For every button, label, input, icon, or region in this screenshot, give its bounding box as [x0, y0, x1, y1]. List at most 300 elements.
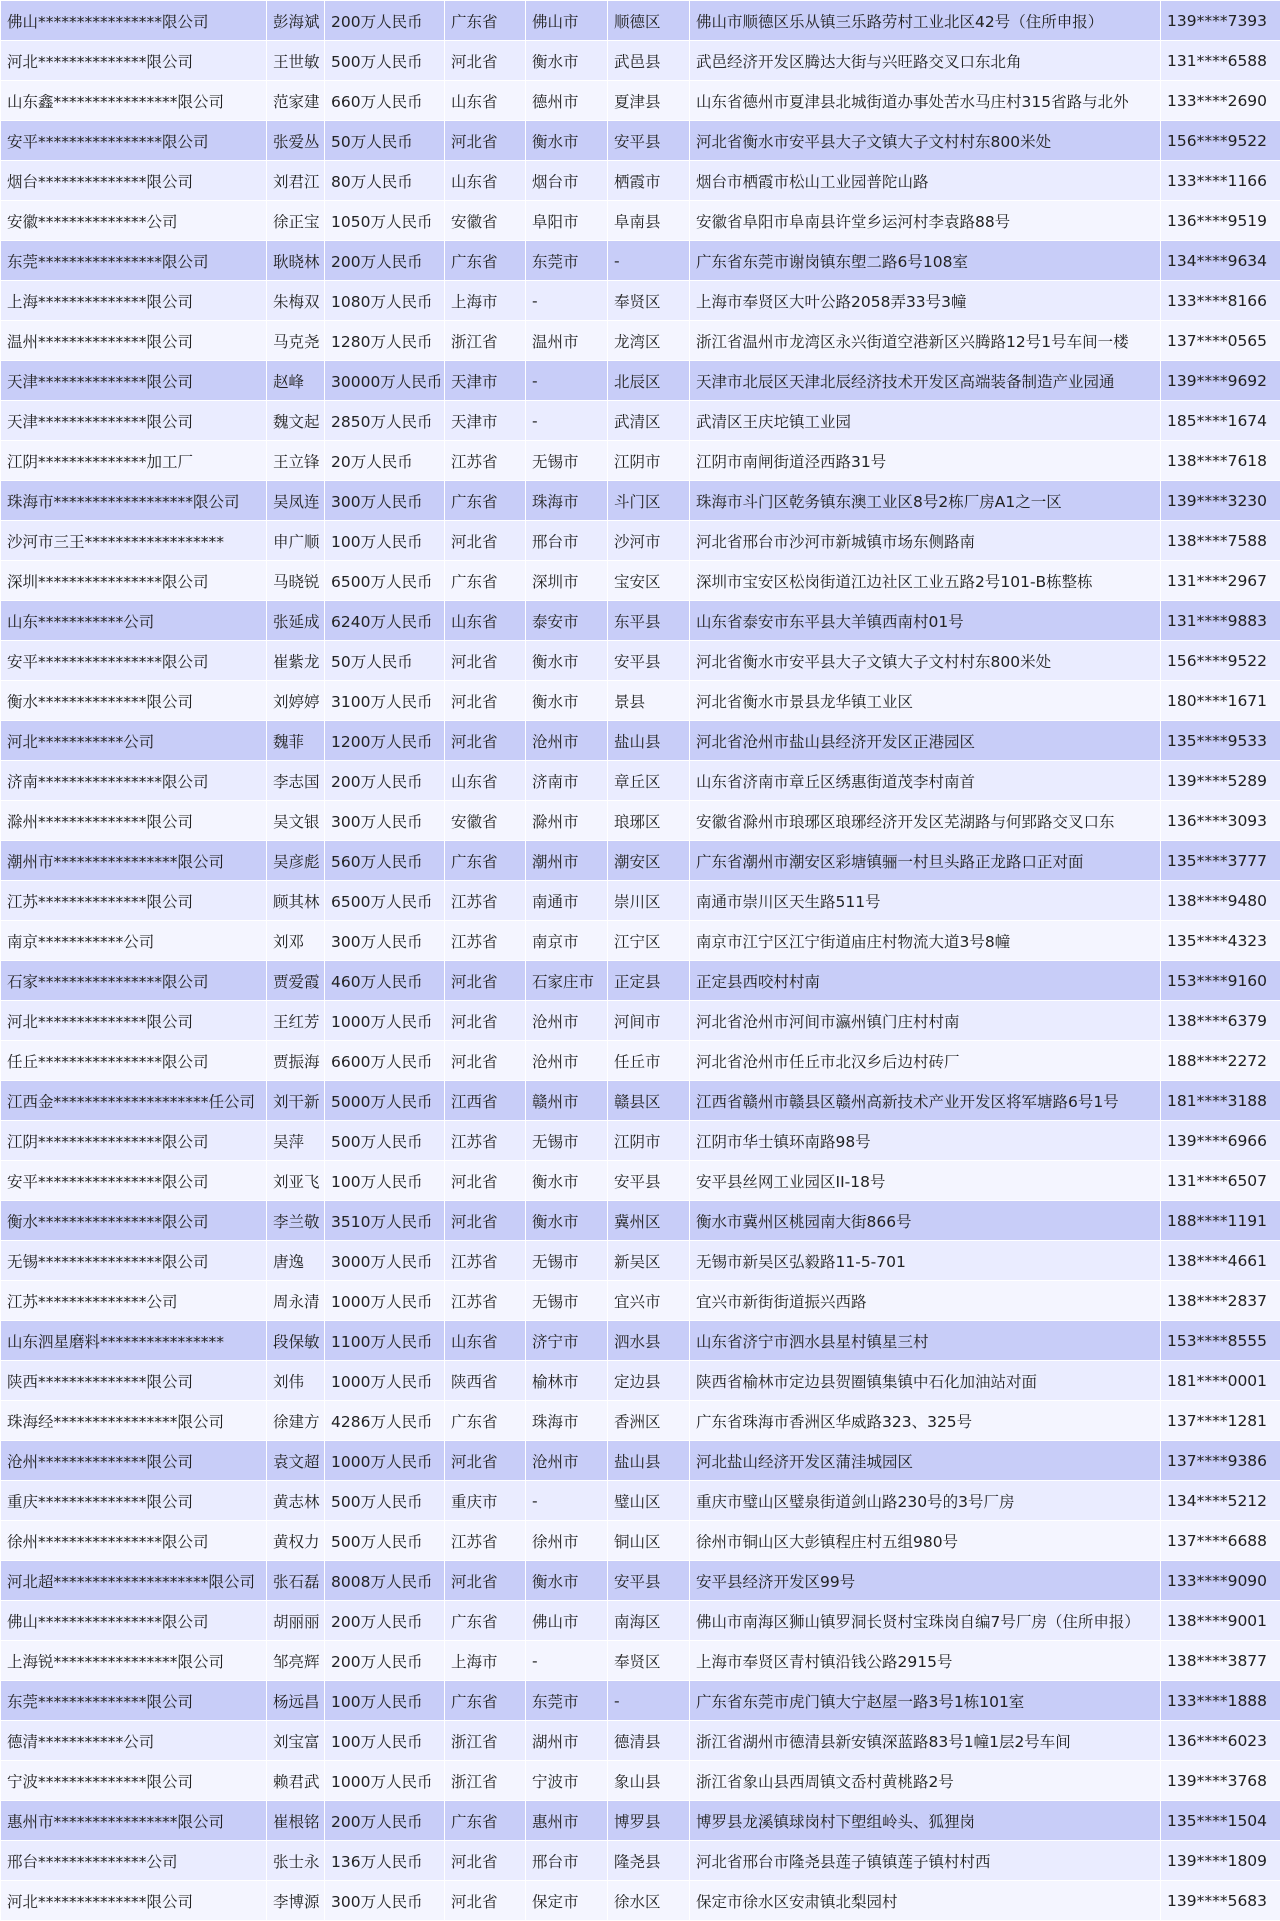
capital-cell: 300万人民币	[325, 921, 445, 961]
address-cell: 河北盐山经济开发区蒲洼城园区	[690, 1441, 1161, 1481]
capital-cell: 500万人民币	[325, 1521, 445, 1561]
phone-cell: 138****7588	[1161, 521, 1280, 561]
city-cell: -	[526, 361, 608, 401]
district-cell: 阜南县	[608, 201, 690, 241]
table-row	[1, 361, 1280, 401]
table-row	[1, 1281, 1280, 1321]
province-cell: 河北省	[445, 121, 526, 161]
district-cell: 河间市	[608, 1001, 690, 1041]
table-row	[1, 921, 1280, 961]
contact-name-cell: 崔紫龙	[267, 641, 325, 681]
company-name-cell: 深圳****************限公司	[1, 561, 267, 601]
phone-cell: 153****9160	[1161, 961, 1280, 1001]
province-cell: 重庆市	[445, 1481, 526, 1521]
company-name-cell: 济南****************限公司	[1, 761, 267, 801]
contact-name-cell: 申广顺	[267, 521, 325, 561]
company-name-cell: 珠海市******************限公司	[1, 481, 267, 521]
phone-cell: 156****9522	[1161, 641, 1280, 681]
company-name-cell: 珠海经****************限公司	[1, 1401, 267, 1441]
phone-cell: 131****6588	[1161, 41, 1280, 81]
city-cell: 佛山市	[526, 1601, 608, 1641]
capital-cell: 3100万人民币	[325, 681, 445, 721]
province-cell: 陕西省	[445, 1361, 526, 1401]
contact-name-cell: 徐正宝	[267, 201, 325, 241]
province-cell: 广东省	[445, 481, 526, 521]
phone-cell: 136****6023	[1161, 1721, 1280, 1761]
address-cell: 江阴市南闸街道泾西路31号	[690, 441, 1161, 481]
address-cell: 保定市徐水区安肃镇北梨园村	[690, 1881, 1161, 1921]
phone-cell: 181****0001	[1161, 1361, 1280, 1401]
province-cell: 江苏省	[445, 1281, 526, 1321]
capital-cell: 1000万人民币	[325, 1001, 445, 1041]
contact-name-cell: 王世敏	[267, 41, 325, 81]
company-name-cell: 惠州市****************限公司	[1, 1801, 267, 1841]
contact-name-cell: 王红芳	[267, 1001, 325, 1041]
table-row	[1, 1601, 1280, 1641]
company-name-cell: 烟台**************限公司	[1, 161, 267, 201]
address-cell: 河北省邢台市隆尧县莲子镇镇莲子镇村村西	[690, 1841, 1161, 1881]
capital-cell: 80万人民币	[325, 161, 445, 201]
district-cell: 顺德区	[608, 1, 690, 41]
district-cell: 武清区	[608, 401, 690, 441]
capital-cell: 6500万人民币	[325, 881, 445, 921]
district-cell: 夏津县	[608, 81, 690, 121]
district-cell: 博罗县	[608, 1801, 690, 1841]
phone-cell: 180****1671	[1161, 681, 1280, 721]
city-cell: 烟台市	[526, 161, 608, 201]
district-cell: 武邑县	[608, 41, 690, 81]
province-cell: 河北省	[445, 1161, 526, 1201]
city-cell: 济南市	[526, 761, 608, 801]
province-cell: 安徽省	[445, 801, 526, 841]
address-cell: 浙江省湖州市德清县新安镇深蓝路83号1幢1层2号车间	[690, 1721, 1161, 1761]
company-name-cell: 重庆**************限公司	[1, 1481, 267, 1521]
province-cell: 上海市	[445, 1641, 526, 1681]
company-name-cell: 江苏**************限公司	[1, 881, 267, 921]
capital-cell: 200万人民币	[325, 1, 445, 41]
contact-name-cell: 周永清	[267, 1281, 325, 1321]
province-cell: 广东省	[445, 241, 526, 281]
district-cell: 隆尧县	[608, 1841, 690, 1881]
city-cell: 惠州市	[526, 1801, 608, 1841]
capital-cell: 20万人民币	[325, 441, 445, 481]
city-cell: 衡水市	[526, 121, 608, 161]
contact-name-cell: 胡丽丽	[267, 1601, 325, 1641]
city-cell: 保定市	[526, 1881, 608, 1921]
address-cell: 佛山市南海区狮山镇罗洞长贤村宝珠岗自编7号厂房（住所申报）	[690, 1601, 1161, 1641]
contact-name-cell: 马晓锐	[267, 561, 325, 601]
city-cell: 无锡市	[526, 1121, 608, 1161]
city-cell: 无锡市	[526, 1241, 608, 1281]
phone-cell: 133****2690	[1161, 81, 1280, 121]
address-cell: 河北省衡水市安平县大子文镇大子文村村东800米处	[690, 121, 1161, 161]
table-row	[1, 1801, 1280, 1841]
province-cell: 山东省	[445, 81, 526, 121]
district-cell: 安平县	[608, 121, 690, 161]
phone-cell: 136****3093	[1161, 801, 1280, 841]
city-cell: 榆林市	[526, 1361, 608, 1401]
capital-cell: 1200万人民币	[325, 721, 445, 761]
contact-name-cell: 吴彦彪	[267, 841, 325, 881]
province-cell: 河北省	[445, 521, 526, 561]
company-name-cell: 天津**************限公司	[1, 361, 267, 401]
company-name-cell: 徐州****************限公司	[1, 1521, 267, 1561]
district-cell: 赣县区	[608, 1081, 690, 1121]
capital-cell: 50万人民币	[325, 121, 445, 161]
contact-name-cell: 黄权力	[267, 1521, 325, 1561]
district-cell: 江阴市	[608, 1121, 690, 1161]
province-cell: 山东省	[445, 161, 526, 201]
city-cell: 徐州市	[526, 1521, 608, 1561]
province-cell: 河北省	[445, 1001, 526, 1041]
address-cell: 天津市北辰区天津北辰经济技术开发区高端装备制造产业园通	[690, 361, 1161, 401]
city-cell: 赣州市	[526, 1081, 608, 1121]
district-cell: 盐山县	[608, 1441, 690, 1481]
table-row	[1, 1681, 1280, 1721]
company-name-cell: 沙河市三王******************	[1, 521, 267, 561]
company-name-cell: 任丘****************限公司	[1, 1041, 267, 1081]
province-cell: 浙江省	[445, 321, 526, 361]
district-cell: 新吴区	[608, 1241, 690, 1281]
capital-cell: 2850万人民币	[325, 401, 445, 441]
company-name-cell: 江苏**************公司	[1, 1281, 267, 1321]
company-name-cell: 河北**************限公司	[1, 1881, 267, 1921]
city-cell: 湖州市	[526, 1721, 608, 1761]
capital-cell: 1100万人民币	[325, 1321, 445, 1361]
capital-cell: 200万人民币	[325, 1641, 445, 1681]
district-cell: 徐水区	[608, 1881, 690, 1921]
table-row	[1, 481, 1280, 521]
phone-cell: 133****9090	[1161, 1561, 1280, 1601]
province-cell: 江苏省	[445, 881, 526, 921]
table-row	[1, 121, 1280, 161]
address-cell: 博罗县龙溪镇球岗村下塱组岭头、狐狸岗	[690, 1801, 1161, 1841]
table-row	[1, 801, 1280, 841]
city-cell: 济宁市	[526, 1321, 608, 1361]
address-cell: 安徽省阜阳市阜南县许堂乡运河村李袁路88号	[690, 201, 1161, 241]
phone-cell: 135****4323	[1161, 921, 1280, 961]
company-name-cell: 江阴**************加工厂	[1, 441, 267, 481]
company-name-cell: 山东***********公司	[1, 601, 267, 641]
contact-name-cell: 刘亚飞	[267, 1161, 325, 1201]
city-cell: 衡水市	[526, 1561, 608, 1601]
contact-name-cell: 朱梅双	[267, 281, 325, 321]
phone-cell: 138****4661	[1161, 1241, 1280, 1281]
company-name-cell: 滁州**************限公司	[1, 801, 267, 841]
table-row	[1, 961, 1280, 1001]
province-cell: 天津市	[445, 401, 526, 441]
city-cell: -	[526, 281, 608, 321]
district-cell: -	[608, 1681, 690, 1721]
phone-cell: 185****1674	[1161, 401, 1280, 441]
province-cell: 河北省	[445, 1041, 526, 1081]
address-cell: 深圳市宝安区松岗街道江边社区工业五路2号101-B栋整栋	[690, 561, 1161, 601]
table-row	[1, 81, 1280, 121]
capital-cell: 50万人民币	[325, 641, 445, 681]
contact-name-cell: 邹亮辉	[267, 1641, 325, 1681]
capital-cell: 1080万人民币	[325, 281, 445, 321]
capital-cell: 300万人民币	[325, 1881, 445, 1921]
capital-cell: 8008万人民币	[325, 1561, 445, 1601]
company-name-cell: 河北**************限公司	[1, 41, 267, 81]
capital-cell: 100万人民币	[325, 1721, 445, 1761]
address-cell: 安徽省滁州市琅琊区琅琊经济开发区芜湖路与何郢路交叉口东	[690, 801, 1161, 841]
company-name-cell: 安平****************限公司	[1, 1161, 267, 1201]
table-row	[1, 201, 1280, 241]
province-cell: 江苏省	[445, 1121, 526, 1161]
province-cell: 安徽省	[445, 201, 526, 241]
phone-cell: 139****9692	[1161, 361, 1280, 401]
phone-cell: 135****9533	[1161, 721, 1280, 761]
company-name-cell: 安徽**************公司	[1, 201, 267, 241]
address-cell: 山东省济南市章丘区绣惠街道茂李村南首	[690, 761, 1161, 801]
province-cell: 广东省	[445, 1401, 526, 1441]
capital-cell: 100万人民币	[325, 1161, 445, 1201]
phone-cell: 181****3188	[1161, 1081, 1280, 1121]
company-name-cell: 山东鑫****************限公司	[1, 81, 267, 121]
city-cell: 衡水市	[526, 681, 608, 721]
contact-name-cell: 贾振海	[267, 1041, 325, 1081]
contact-name-cell: 刘婷婷	[267, 681, 325, 721]
city-cell: 邢台市	[526, 521, 608, 561]
phone-cell: 133****1888	[1161, 1681, 1280, 1721]
phone-cell: 137****0565	[1161, 321, 1280, 361]
capital-cell: 3000万人民币	[325, 1241, 445, 1281]
company-name-cell: 河北***********公司	[1, 721, 267, 761]
district-cell: 安平县	[608, 641, 690, 681]
capital-cell: 300万人民币	[325, 481, 445, 521]
city-cell: 宁波市	[526, 1761, 608, 1801]
contact-name-cell: 黄志林	[267, 1481, 325, 1521]
address-cell: 无锡市新吴区弘毅路11-5-701	[690, 1241, 1161, 1281]
province-cell: 广东省	[445, 1801, 526, 1841]
capital-cell: 136万人民币	[325, 1841, 445, 1881]
city-cell: 沧州市	[526, 1001, 608, 1041]
capital-cell: 200万人民币	[325, 1801, 445, 1841]
city-cell: 衡水市	[526, 41, 608, 81]
district-cell: 栖霞市	[608, 161, 690, 201]
city-cell: 珠海市	[526, 1401, 608, 1441]
address-cell: 浙江省象山县西周镇文岙村黄桃路2号	[690, 1761, 1161, 1801]
city-cell: 佛山市	[526, 1, 608, 41]
company-name-cell: 邢台**************公司	[1, 1841, 267, 1881]
capital-cell: 1000万人民币	[325, 1441, 445, 1481]
address-cell: 广东省潮州市潮安区彩塘镇骊一村旦头路正龙路口正对面	[690, 841, 1161, 881]
city-cell: 滁州市	[526, 801, 608, 841]
city-cell: 德州市	[526, 81, 608, 121]
city-cell: 沧州市	[526, 1441, 608, 1481]
capital-cell: 660万人民币	[325, 81, 445, 121]
contact-name-cell: 段保敏	[267, 1321, 325, 1361]
address-cell: 武邑经济开发区腾达大街与兴旺路交叉口东北角	[690, 41, 1161, 81]
phone-cell: 135****3777	[1161, 841, 1280, 881]
contact-name-cell: 王立锋	[267, 441, 325, 481]
contact-name-cell: 贾爱霞	[267, 961, 325, 1001]
phone-cell: 139****3768	[1161, 1761, 1280, 1801]
district-cell: 盐山县	[608, 721, 690, 761]
phone-cell: 137****9386	[1161, 1441, 1280, 1481]
capital-cell: 1000万人民币	[325, 1361, 445, 1401]
phone-cell: 138****9480	[1161, 881, 1280, 921]
table-row	[1, 521, 1280, 561]
contact-name-cell: 吴文银	[267, 801, 325, 841]
city-cell: -	[526, 401, 608, 441]
capital-cell: 1000万人民币	[325, 1281, 445, 1321]
district-cell: 江阴市	[608, 441, 690, 481]
city-cell: 沧州市	[526, 1041, 608, 1081]
province-cell: 山东省	[445, 601, 526, 641]
company-name-cell: 东莞**************限公司	[1, 1681, 267, 1721]
address-cell: 珠海市斗门区乾务镇东澳工业区8号2栋厂房A1之一区	[690, 481, 1161, 521]
province-cell: 河北省	[445, 1441, 526, 1481]
province-cell: 江苏省	[445, 441, 526, 481]
phone-cell: 139****6966	[1161, 1121, 1280, 1161]
address-cell: 广东省东莞市谢岗镇东塱二路6号108室	[690, 241, 1161, 281]
province-cell: 广东省	[445, 1601, 526, 1641]
district-cell: 象山县	[608, 1761, 690, 1801]
city-cell: 东莞市	[526, 1681, 608, 1721]
contact-name-cell: 杨远昌	[267, 1681, 325, 1721]
phone-cell: 133****1166	[1161, 161, 1280, 201]
table-row	[1, 1401, 1280, 1441]
city-cell: -	[526, 1641, 608, 1681]
company-name-cell: 上海**************限公司	[1, 281, 267, 321]
company-name-cell: 沧州**************限公司	[1, 1441, 267, 1481]
address-cell: 武清区王庆坨镇工业园	[690, 401, 1161, 441]
company-name-cell: 佛山****************限公司	[1, 1601, 267, 1641]
table-row	[1, 1041, 1280, 1081]
district-cell: 东平县	[608, 601, 690, 641]
district-cell: 奉贤区	[608, 1641, 690, 1681]
table-row	[1, 401, 1280, 441]
province-cell: 广东省	[445, 1, 526, 41]
company-name-cell: 安平****************限公司	[1, 641, 267, 681]
province-cell: 河北省	[445, 681, 526, 721]
contact-name-cell: 张士永	[267, 1841, 325, 1881]
address-cell: 江西省赣州市赣县区赣州高新技术产业开发区将军塘路6号1号	[690, 1081, 1161, 1121]
contact-name-cell: 刘君江	[267, 161, 325, 201]
city-cell: 深圳市	[526, 561, 608, 601]
district-cell: -	[608, 241, 690, 281]
table-row	[1, 1841, 1280, 1881]
company-name-cell: 衡水**************限公司	[1, 681, 267, 721]
company-name-cell: 天津**************限公司	[1, 401, 267, 441]
province-cell: 河北省	[445, 961, 526, 1001]
company-name-cell: 山东泗星磨料****************	[1, 1321, 267, 1361]
contact-name-cell: 崔根铭	[267, 1801, 325, 1841]
company-name-cell: 德清***********公司	[1, 1721, 267, 1761]
district-cell: 江宁区	[608, 921, 690, 961]
address-cell: 安平县丝网工业园区II-18号	[690, 1161, 1161, 1201]
table-row	[1, 1721, 1280, 1761]
address-cell: 衡水市冀州区桃园南大街866号	[690, 1201, 1161, 1241]
capital-cell: 6500万人民币	[325, 561, 445, 601]
capital-cell: 300万人民币	[325, 801, 445, 841]
company-name-cell: 河北超********************限公司	[1, 1561, 267, 1601]
table-row	[1, 41, 1280, 81]
address-cell: 烟台市栖霞市松山工业园普陀山路	[690, 161, 1161, 201]
city-cell: 珠海市	[526, 481, 608, 521]
province-cell: 河北省	[445, 1841, 526, 1881]
district-cell: 宝安区	[608, 561, 690, 601]
table-row	[1, 321, 1280, 361]
province-cell: 河北省	[445, 1201, 526, 1241]
contact-name-cell: 魏文起	[267, 401, 325, 441]
capital-cell: 100万人民币	[325, 521, 445, 561]
contact-name-cell: 李兰敬	[267, 1201, 325, 1241]
company-name-cell: 陕西**************限公司	[1, 1361, 267, 1401]
table-row	[1, 601, 1280, 641]
company-name-cell: 东莞****************限公司	[1, 241, 267, 281]
phone-cell: 131****2967	[1161, 561, 1280, 601]
district-cell: 香洲区	[608, 1401, 690, 1441]
province-cell: 广东省	[445, 841, 526, 881]
province-cell: 天津市	[445, 361, 526, 401]
table-row	[1, 161, 1280, 201]
table-row	[1, 241, 1280, 281]
city-cell: 泰安市	[526, 601, 608, 641]
city-cell: 邢台市	[526, 1841, 608, 1881]
table-row	[1, 1561, 1280, 1601]
capital-cell: 200万人民币	[325, 241, 445, 281]
table-row	[1, 1201, 1280, 1241]
contact-name-cell: 顾其林	[267, 881, 325, 921]
city-cell: 潮州市	[526, 841, 608, 881]
contact-name-cell: 徐建方	[267, 1401, 325, 1441]
capital-cell: 6240万人民币	[325, 601, 445, 641]
contact-name-cell: 吴萍	[267, 1121, 325, 1161]
district-cell: 琅琊区	[608, 801, 690, 841]
district-cell: 璧山区	[608, 1481, 690, 1521]
contact-name-cell: 唐逸	[267, 1241, 325, 1281]
phone-cell: 137****6688	[1161, 1521, 1280, 1561]
phone-cell: 156****9522	[1161, 121, 1280, 161]
capital-cell: 1000万人民币	[325, 1761, 445, 1801]
table-row	[1, 1321, 1280, 1361]
table-row	[1, 1761, 1280, 1801]
capital-cell: 3510万人民币	[325, 1201, 445, 1241]
phone-cell: 138****2837	[1161, 1281, 1280, 1321]
address-cell: 山东省济宁市泗水县星村镇星三村	[690, 1321, 1161, 1361]
table-row	[1, 1481, 1280, 1521]
district-cell: 章丘区	[608, 761, 690, 801]
company-name-cell: 上海锐****************限公司	[1, 1641, 267, 1681]
address-cell: 南通市崇川区天生路511号	[690, 881, 1161, 921]
address-cell: 山东省德州市夏津县北城街道办事处苦水马庄村315省路与北外	[690, 81, 1161, 121]
table-row	[1, 1, 1280, 41]
table-row	[1, 1081, 1280, 1121]
city-cell: -	[526, 1481, 608, 1521]
phone-cell: 138****9001	[1161, 1601, 1280, 1641]
address-cell: 河北省沧州市任丘市北汉乡后边村砖厂	[690, 1041, 1161, 1081]
capital-cell: 500万人民币	[325, 1121, 445, 1161]
city-cell: 衡水市	[526, 641, 608, 681]
table-row	[1, 1361, 1280, 1401]
contact-name-cell: 范家建	[267, 81, 325, 121]
phone-cell: 133****8166	[1161, 281, 1280, 321]
district-cell: 泗水县	[608, 1321, 690, 1361]
phone-cell: 139****3230	[1161, 481, 1280, 521]
company-name-cell: 石家****************限公司	[1, 961, 267, 1001]
province-cell: 广东省	[445, 1681, 526, 1721]
district-cell: 铜山区	[608, 1521, 690, 1561]
province-cell: 河北省	[445, 641, 526, 681]
province-cell: 山东省	[445, 1321, 526, 1361]
contact-name-cell: 张爱丛	[267, 121, 325, 161]
address-cell: 江阴市华士镇环南路98号	[690, 1121, 1161, 1161]
address-cell: 河北省衡水市景县龙华镇工业区	[690, 681, 1161, 721]
address-cell: 河北省邢台市沙河市新城镇市场东侧路南	[690, 521, 1161, 561]
